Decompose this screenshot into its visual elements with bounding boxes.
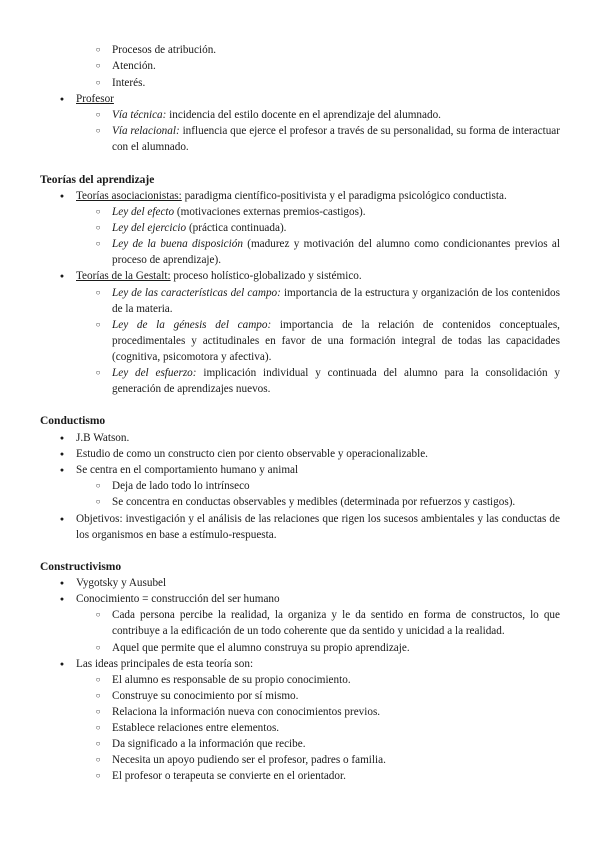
- disc-bullet-icon: ●: [59, 434, 65, 442]
- circle-bullet-icon: ○: [95, 771, 101, 780]
- circle-bullet-icon: ○: [95, 610, 101, 619]
- circle-bullet-icon: ○: [95, 739, 101, 748]
- disc-bullet-icon: ●: [59, 450, 65, 458]
- disc-bullet-icon: ●: [59, 272, 65, 280]
- circle-bullet-icon: ○: [95, 320, 101, 329]
- circle-bullet-icon: ○: [95, 126, 101, 135]
- disc-bullet-icon: ●: [59, 515, 65, 523]
- circle-bullet-icon: ○: [95, 288, 101, 297]
- circle-bullet-icon: ○: [95, 497, 101, 506]
- disc-bullet-icon: ●: [59, 595, 65, 603]
- circle-bullet-icon: ○: [95, 239, 101, 248]
- disc-bullet-icon: ●: [59, 579, 65, 587]
- circle-bullet-icon: ○: [95, 207, 101, 216]
- circle-bullet-icon: ○: [95, 691, 101, 700]
- circle-bullet-icon: ○: [95, 723, 101, 732]
- circle-bullet-icon: ○: [95, 707, 101, 716]
- circle-bullet-icon: ○: [95, 481, 101, 490]
- disc-bullet-icon: ●: [59, 660, 65, 668]
- section-heading-conductismo: Conductismo: [40, 415, 106, 427]
- circle-bullet-icon: ○: [95, 643, 101, 652]
- circle-bullet-icon: ○: [95, 45, 101, 54]
- document-page: ○ Procesos de atribución. ○ Atención. ○ Interés. ● Profesor ○ Vía técnica: incidencia del estilo docente en el aprendizaje del alumnado. ○ Vía relacional: influencia que ejerce el profesor a través de su personalidad, su forma de interactuar con el alumnado. Teorías del aprendizaje ● Teorías asociacionistas: paradigma científico-positivista y el paradigma psicológico conductista. ○ Ley del efecto (motivaciones externas premios-castigos). ○ Ley del ejercicio (práctica continuada). ○ Ley de la buena disposición (madurez y motivación del alumno como condicionantes previos al proceso de aprendizaje). ● Teorías de la Gestalt: proceso holístico-globalizado y sistémico. ○ Ley de las características del campo: importancia de la estructura y organización de los contenidos de la materia. ○ Ley de la génesis del campo: importancia de la relación de contenidos conceptuales, procedimentales y actitudinales en favor de una formación integral de todas las capacidades (cognitiva, psicomotora y afectiva). ○ Ley del esfuerzo: implicación individual y continuada del alumno para la consolidación y generación de aprendizajes nuevos. Conductismo ● J.B Watson. ● Estudio de como un constructo cien por ciento observable y operacionalizable. ● Se centra en el comportamiento humano y animal ○ Deja de lado todo lo intrínseco ○ Se concentra en conductas observables y medibles (determinada por refuerzos y castigos). ● Objetivos: investigación y el análisis de las relaciones que rigen los sucesos ambientales y las conductas de los organismos en base a estímulo-respuesta. Constructivismo ● Vygotsky y Ausubel ● Conocimiento = construcción del ser humano ○ Cada persona percibe la realidad, la organiza y le da sentido en forma de constructos, lo que contribuye a la edificación de un todo coherente que da sentido y unicidad a la realidad. ○ Aquel que permite que el alumno construya su propio aprendizaje. ● Las ideas principales de esta teoría son: ○ El alumno es responsable de su propio conocimiento. ○ Construye su conocimiento por sí mismo. ○ Relaciona la información nueva con conocimientos previos. ○ Establece relaciones entre elementos. ○ Da significado a la información que recibe. ○ Necesita un apoyo pudiendo ser el profesor, padres o familia. ○ El profesor o terapeuta se convierte en el orientador.: [40, 44, 560, 782]
- section-heading-teorias: Teorías del aprendizaje: [40, 174, 155, 186]
- disc-bullet-icon: ●: [59, 192, 65, 200]
- circle-bullet-icon: ○: [95, 110, 101, 119]
- circle-bullet-icon: ○: [95, 61, 101, 70]
- circle-bullet-icon: ○: [95, 78, 101, 87]
- circle-bullet-icon: ○: [95, 223, 101, 232]
- disc-bullet-icon: ●: [59, 95, 65, 103]
- circle-bullet-icon: ○: [95, 755, 101, 764]
- circle-bullet-icon: ○: [95, 368, 101, 377]
- section-heading-constructivismo: Constructivismo: [40, 561, 122, 573]
- disc-bullet-icon: ●: [59, 466, 65, 474]
- circle-bullet-icon: ○: [95, 675, 101, 684]
